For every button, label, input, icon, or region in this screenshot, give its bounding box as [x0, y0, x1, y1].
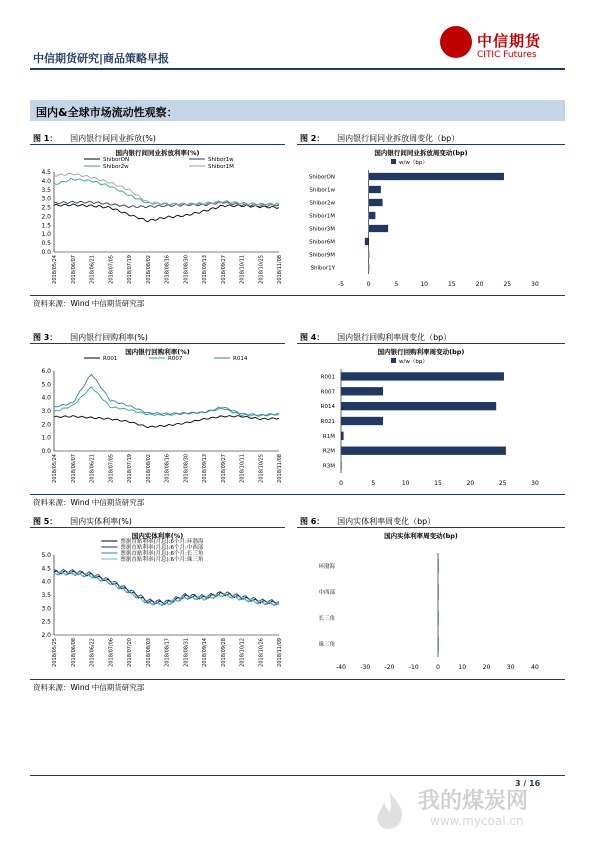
- source-note-1: 资料来源：Wind 中信期货研究部: [33, 299, 145, 308]
- bar-3: [438, 637, 439, 652]
- category-label-3: 珠三角: [318, 642, 335, 648]
- y-tick-label-0: 2.0: [41, 632, 51, 639]
- x-tick-label-8: 2018/09/14: [202, 638, 208, 667]
- bar-6: [341, 461, 342, 469]
- legend-label-1: Shibor1w: [208, 157, 234, 163]
- legend-label-1: 票据直贴利率(月息):6个月:中西部: [120, 545, 204, 551]
- category-label-4: R1M: [322, 433, 335, 440]
- header-divider: [30, 68, 565, 70]
- x-tick-label-6: 20: [482, 664, 491, 671]
- figure-4-caption: [300, 332, 451, 343]
- bar-0: [438, 559, 439, 574]
- x-tick-label-10: 2018/10/11: [239, 255, 246, 284]
- y-tick-label-1: 1.0: [41, 434, 51, 442]
- figure-5-title: 国内实体利率(%): [70, 517, 132, 526]
- figure-6-number: 图 6：: [300, 517, 325, 526]
- bar-4: [369, 225, 388, 232]
- x-tick-label-2: 10: [401, 480, 410, 487]
- x-tick-label-0: 2018/05/25: [52, 638, 58, 667]
- figure-2-rule: [297, 144, 565, 145]
- y-tick-label-4: 4.0: [41, 394, 51, 402]
- x-tick-label-4: 15: [448, 281, 456, 288]
- chart-title: 国内实体利率(%): [131, 532, 184, 540]
- source-note-3: 资料来源：Wind 中信期货研究部: [33, 683, 145, 692]
- watermark-cn: 我的煤炭网: [418, 789, 529, 814]
- figure-5-caption: [33, 516, 132, 527]
- flame-watermark-icon: [370, 790, 410, 835]
- x-tick-label-3: 2018/07/05: [108, 454, 115, 483]
- x-tick-label-3: 15: [434, 480, 442, 487]
- x-tick-label-12: 2018/11/08: [277, 255, 283, 284]
- figure-2-caption: [300, 133, 459, 144]
- y-tick-label-3: 3.0: [41, 408, 51, 415]
- chart-title: 国内银行回购利率(%): [125, 348, 190, 356]
- bar-1: [438, 585, 439, 600]
- bar-7: [369, 264, 370, 271]
- legend-label: w/w（bp）: [399, 160, 428, 166]
- category-label-1: R007: [320, 389, 335, 396]
- legend-label-1: R007: [168, 356, 183, 362]
- report-title: 中信期货研究|商品策略早报: [33, 52, 170, 65]
- x-tick-label-10: 2018/10/11: [239, 454, 246, 483]
- y-tick-label-4: 4.0: [41, 578, 51, 586]
- bar-5: [365, 238, 369, 245]
- chart-shibor-rates: [30, 146, 285, 294]
- series-line-2: [54, 374, 279, 415]
- x-tick-label-5: 2018/08/02: [145, 454, 152, 483]
- y-tick-label-5: 5.0: [41, 381, 51, 389]
- x-tick-label-0: -40: [336, 664, 346, 671]
- bar-2: [438, 611, 439, 626]
- source-note-2: 资料来源：Wind 中信期货研究部: [33, 498, 145, 507]
- y-tick-label-3: 1.5: [41, 222, 51, 230]
- figure-6-rule: [297, 527, 565, 528]
- x-tick-label-4: 2018/07/19: [127, 454, 133, 483]
- x-tick-label-9: 2018/09/27: [220, 454, 227, 483]
- legend-label: w/w（bp）: [399, 359, 428, 365]
- bar-4: [341, 432, 344, 440]
- figure-4-title: 国内银行回购利率周变化（bp）: [337, 333, 452, 342]
- series-line-1: [54, 387, 279, 416]
- x-tick-label-4: 2018/07/19: [127, 255, 133, 284]
- category-label-3: Shibor1M: [309, 213, 335, 220]
- category-label-0: R001: [320, 374, 335, 381]
- category-label-2: R014: [320, 404, 335, 411]
- figure-6-caption: [300, 516, 435, 527]
- chart-title: 国内实体利率周变动(bp): [384, 532, 458, 540]
- y-tick-label-6: 6.0: [41, 368, 51, 375]
- y-tick-label-5: 4.5: [41, 565, 51, 573]
- figure-2-number: 图 2：: [300, 134, 325, 143]
- figure-6-title: 国内实体利率周变化（bp）: [337, 517, 436, 526]
- chart-entity-weekly-change: [297, 529, 565, 677]
- x-tick-label-8: 2018/09/13: [202, 454, 208, 483]
- legend-label-3: Shibor1M: [208, 164, 234, 170]
- x-tick-label-11: 2018/10/25: [258, 454, 265, 483]
- x-tick-label-5: 10: [458, 664, 467, 671]
- legend-label-2: 票据直贴利率(月息):6个月:长三角: [120, 551, 204, 557]
- bar-1: [369, 186, 381, 193]
- x-tick-label-0: 2018/05/24: [52, 255, 58, 284]
- category-label-7: Shibor1Y: [310, 265, 335, 272]
- x-tick-label-4: 20: [466, 480, 475, 487]
- figure-3-rule: [30, 343, 285, 344]
- y-tick-label-5: 2.5: [41, 204, 51, 212]
- legend-swatch: [391, 358, 396, 363]
- series-line-0: [54, 416, 279, 428]
- category-label-1: Shibor1w: [309, 187, 335, 194]
- legend-label-2: Shibor2w: [103, 164, 129, 170]
- bar-0: [341, 372, 504, 380]
- figure-5-rule: [30, 527, 285, 528]
- x-tick-label-1: 2018/06/07: [70, 454, 77, 483]
- series-line-0: [54, 204, 279, 222]
- x-tick-label-6: 2018/08/16: [164, 255, 171, 284]
- y-tick-label-1: 0.5: [41, 240, 51, 248]
- x-tick-label-7: 2018/08/30: [183, 454, 190, 483]
- x-tick-label-5: 25: [498, 480, 507, 487]
- bar-6: [369, 251, 370, 258]
- x-tick-label-6: 30: [531, 480, 539, 487]
- chart-title: 国内银行间同业拆放周变动(bp): [374, 149, 468, 157]
- x-tick-label-1: 5: [371, 480, 376, 487]
- figure-4-number: 图 4：: [300, 333, 325, 342]
- series-line-3: [54, 572, 279, 605]
- x-tick-label-3: 2018/07/06: [108, 638, 115, 667]
- x-tick-label-0: -5: [338, 281, 344, 288]
- figure-1-rule: [30, 144, 285, 145]
- source-rule-2: [30, 494, 565, 495]
- x-tick-label-1: 0: [366, 281, 371, 288]
- x-tick-label-7: 30: [506, 664, 515, 671]
- y-tick-label-9: 4.5: [41, 169, 51, 176]
- legend-label-0: R001: [103, 356, 118, 362]
- bar-0: [369, 173, 504, 180]
- y-tick-label-2: 1.0: [41, 231, 51, 239]
- legend-label-0: 票据直贴利率(月息):6个月:环渤海: [120, 539, 204, 545]
- category-label-2: 长三角: [318, 616, 335, 622]
- x-tick-label-7: 2018/08/30: [183, 255, 190, 284]
- x-tick-label-7: 2018/08/31: [183, 638, 190, 667]
- section-title: 国内&全球市场流动性观察：: [36, 106, 178, 119]
- x-tick-label-11: 2018/10/26: [258, 638, 265, 667]
- x-tick-label-2: 2018/06/22: [89, 638, 96, 667]
- y-tick-label-8: 4.0: [41, 177, 51, 185]
- figure-1-caption: [33, 133, 156, 144]
- x-tick-label-2: 2018/06/21: [89, 454, 96, 483]
- series-line-2: [54, 179, 279, 205]
- x-tick-label-5: 20: [475, 281, 484, 288]
- category-label-6: R3M: [322, 463, 335, 470]
- figure-5-number: 图 5：: [33, 517, 58, 526]
- x-tick-label-9: 2018/09/28: [220, 638, 227, 667]
- category-label-1: 中西部: [318, 590, 335, 596]
- y-tick-label-7: 3.5: [41, 186, 51, 194]
- y-tick-label-0: 0.0: [41, 448, 51, 455]
- category-label-0: ShiborON: [308, 174, 335, 181]
- y-tick-label-2: 3.0: [41, 605, 51, 613]
- figure-1-number: 图 1：: [33, 134, 58, 143]
- watermark-en: www.mycoal.cn: [430, 814, 524, 828]
- x-tick-label-12: 2018/11/09: [277, 638, 283, 667]
- x-tick-label-0: 2018/05/24: [52, 454, 58, 483]
- x-tick-label-5: 2018/08/02: [145, 255, 152, 284]
- citic-logo-icon: [440, 26, 472, 58]
- y-tick-label-3: 3.5: [41, 592, 51, 599]
- chart-repo-weekly-change: [297, 345, 565, 493]
- x-tick-label-0: 0: [339, 480, 343, 487]
- x-tick-label-12: 2018/11/08: [277, 454, 283, 483]
- legend-label-2: R014: [233, 356, 248, 362]
- figure-1-title: 国内银行间同业拆放(%): [70, 134, 156, 143]
- x-tick-label-11: 2018/10/25: [258, 255, 265, 284]
- figure-2-title: 国内银行间同业拆放周变化（bp）: [337, 134, 460, 143]
- x-tick-label-10: 2018/10/12: [239, 638, 246, 667]
- category-label-4: Shibor3M: [309, 226, 335, 233]
- x-tick-label-2: 5: [394, 281, 399, 288]
- source-rule-1: [30, 295, 565, 296]
- x-tick-label-6: 2018/08/16: [164, 454, 171, 483]
- series-line-3: [54, 173, 279, 206]
- legend-swatch: [391, 159, 396, 164]
- x-tick-label-3: 2018/07/05: [108, 255, 115, 284]
- y-tick-label-4: 2.0: [41, 213, 51, 221]
- bar-2: [369, 199, 383, 206]
- y-tick-label-1: 2.5: [41, 618, 51, 626]
- y-tick-label-6: 3.0: [41, 195, 51, 203]
- x-tick-label-8: 2018/09/13: [202, 255, 208, 284]
- figure-3-number: 图 3：: [33, 333, 58, 342]
- x-tick-label-1: -30: [360, 664, 371, 671]
- chart-repo-rates: [30, 345, 285, 493]
- x-tick-label-2: -20: [384, 664, 395, 671]
- x-tick-label-1: 2018/06/07: [70, 255, 77, 284]
- figure-3-title: 国内银行回购利率(%): [70, 333, 148, 342]
- y-tick-label-2: 2.0: [41, 421, 51, 429]
- bar-3: [369, 212, 376, 219]
- x-tick-label-1: 2018/06/08: [70, 638, 77, 667]
- footer-divider: [30, 775, 565, 776]
- x-tick-label-8: 40: [531, 664, 539, 671]
- category-label-2: Shibor2w: [309, 200, 335, 207]
- legend-label-3: 票据直贴利率(月息):6个月:珠三角: [120, 557, 204, 563]
- x-tick-label-4: 0: [436, 664, 440, 671]
- chart-shibor-weekly-change: [297, 146, 565, 294]
- chart-entity-rates: [30, 529, 285, 677]
- category-label-6: Shibor9M: [309, 252, 335, 259]
- category-label-3: R021: [320, 419, 335, 425]
- x-tick-label-6: 25: [503, 281, 512, 288]
- bar-2: [341, 402, 496, 410]
- figure-3-caption: [33, 332, 148, 343]
- y-tick-label-0: 0.0: [41, 249, 51, 256]
- x-tick-label-9: 2018/09/27: [220, 255, 227, 284]
- bar-3: [341, 417, 383, 425]
- logo-text-en: CITIC Futures: [477, 50, 537, 60]
- figure-4-rule: [297, 343, 565, 344]
- bar-1: [341, 387, 383, 395]
- x-tick-label-2: 2018/06/21: [89, 255, 96, 284]
- category-label-0: 环渤海: [318, 564, 335, 570]
- x-tick-label-7: 30: [531, 281, 539, 288]
- bar-5: [341, 447, 506, 455]
- y-tick-label-6: 5.0: [41, 552, 51, 559]
- x-tick-label-6: 2018/08/17: [164, 638, 171, 667]
- logo-text-cn: 中信期货: [477, 32, 542, 50]
- x-tick-label-3: -10: [408, 664, 419, 671]
- category-label-5: Shibor6M: [309, 239, 335, 246]
- page-number: 3 / 16: [515, 779, 541, 788]
- x-tick-label-5: 2018/08/03: [145, 638, 152, 667]
- x-tick-label-4: 2018/07/20: [127, 638, 133, 667]
- legend-label-0: ShiborON: [103, 157, 130, 163]
- chart-title: 国内银行回购利率周变动(bp): [377, 348, 465, 356]
- chart-title: 国内银行间同业拆放利率(%): [115, 149, 200, 157]
- source-rule-3: [30, 679, 565, 680]
- category-label-5: R2M: [322, 448, 335, 455]
- x-tick-label-3: 10: [420, 281, 428, 288]
